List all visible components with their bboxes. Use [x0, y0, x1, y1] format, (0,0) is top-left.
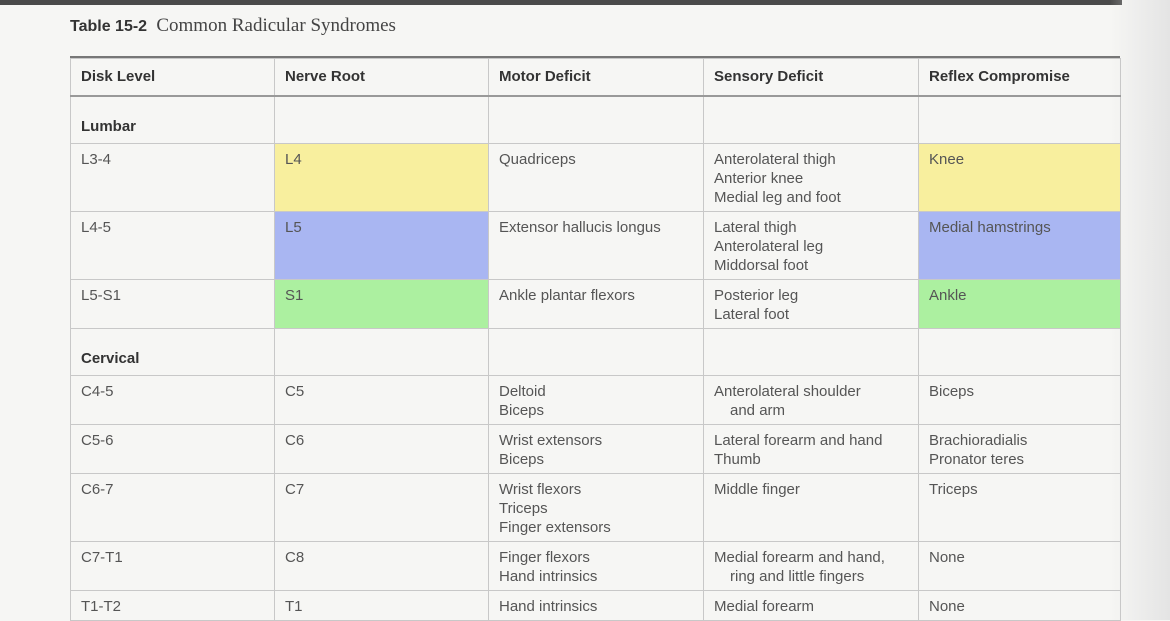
- sensory-deficit-cell: [704, 542, 919, 591]
- cell-line: Thumb: [714, 451, 761, 468]
- empty-cell: [704, 96, 919, 144]
- cell-line: Ankle plantar flexors: [499, 287, 635, 304]
- motor-deficit-cell: [489, 280, 704, 329]
- empty-cell: [489, 329, 704, 376]
- radicular-syndromes-table: [70, 58, 1121, 621]
- cell-line: None: [929, 598, 965, 615]
- cell-line: Lateral thigh: [714, 219, 797, 236]
- cell-line: ring and little fingers: [730, 568, 865, 585]
- disk-level-cell: C4-5: [71, 376, 275, 425]
- cell-line: Medial forearm: [714, 598, 815, 615]
- cell-line: Hand intrinsics: [499, 598, 598, 615]
- nerve-root-cell: S1: [275, 280, 489, 329]
- sensory-deficit-cell: [704, 376, 919, 425]
- motor-deficit-cell: [489, 542, 704, 591]
- cell-line: Posterior leg: [714, 287, 799, 304]
- header-row: [71, 59, 1121, 97]
- cell-line: and arm: [730, 402, 786, 419]
- cell-line: Biceps: [499, 451, 545, 468]
- table-row: [71, 212, 1121, 280]
- table-title: [70, 15, 396, 37]
- cell-line: Anterior knee: [714, 170, 804, 187]
- cell-line: None: [929, 549, 965, 566]
- cell-line: Ankle: [929, 287, 967, 304]
- header-reflex-compromise: Reflex Compromise: [919, 59, 1121, 97]
- motor-deficit-cell: [489, 212, 704, 280]
- reflex-compromise-cell: [919, 425, 1121, 474]
- cell-line: Extensor hallucis longus: [499, 219, 661, 236]
- empty-cell: [275, 329, 489, 376]
- disk-level-cell: L5-S1: [71, 280, 275, 329]
- sensory-deficit-cell: [704, 474, 919, 542]
- cell-line: Deltoid: [499, 383, 546, 400]
- cell-line: Anterolateral thigh: [714, 151, 836, 168]
- reflex-compromise-cell: [919, 212, 1121, 280]
- cell-line: Knee: [929, 151, 965, 168]
- cell-line: Finger extensors: [499, 519, 611, 536]
- cell-line: Pronator teres: [929, 451, 1025, 468]
- cell-line: Quadriceps: [499, 151, 576, 168]
- nerve-root-cell: L5: [275, 212, 489, 280]
- cell-line: Middorsal foot: [714, 257, 809, 274]
- cell-line: Medial leg and foot: [714, 189, 841, 206]
- table-name: Common Radicular Syndromes: [156, 15, 396, 36]
- motor-deficit-cell: [489, 425, 704, 474]
- nerve-root-cell: L4: [275, 144, 489, 212]
- sensory-deficit-cell: [704, 425, 919, 474]
- cell-line: Wrist flexors: [499, 481, 582, 498]
- reflex-compromise-cell: [919, 542, 1121, 591]
- empty-cell: [919, 329, 1121, 376]
- cell-line: Triceps: [499, 500, 548, 517]
- section-label-lumbar: Lumbar: [81, 118, 137, 135]
- section-label-cervical: Cervical: [81, 350, 140, 367]
- disk-level-cell: C7-T1: [71, 542, 275, 591]
- table-row: [71, 376, 1121, 425]
- reflex-compromise-cell: [919, 474, 1121, 542]
- table-number: Table 15-2: [70, 18, 148, 35]
- cell-line: Middle finger: [714, 481, 800, 498]
- cell-line: Lateral foot: [714, 306, 790, 323]
- sensory-deficit-cell: [704, 591, 919, 621]
- cell-line: Wrist extensors: [499, 432, 603, 449]
- cell-line: Finger flexors: [499, 549, 590, 566]
- nerve-root-cell: C6: [275, 425, 489, 474]
- cell-line: Hand intrinsics: [499, 568, 598, 585]
- table-row: [71, 591, 1121, 621]
- cell-line: Medial hamstrings: [929, 219, 1051, 236]
- cell-line: Medial forearm and hand,: [714, 549, 885, 566]
- reflex-compromise-cell: [919, 144, 1121, 212]
- sensory-deficit-cell: [704, 144, 919, 212]
- header-motor-deficit: Motor Deficit: [489, 59, 704, 97]
- table-row: [71, 144, 1121, 212]
- section-row-cervical: [71, 329, 1121, 376]
- disk-level-cell: L3-4: [71, 144, 275, 212]
- disk-level-cell: L4-5: [71, 212, 275, 280]
- table-row: [71, 542, 1121, 591]
- top-rule: [0, 0, 1122, 5]
- header-nerve-root: Nerve Root: [275, 59, 489, 97]
- nerve-root-cell: T1: [275, 591, 489, 621]
- cell-line: Triceps: [929, 481, 978, 498]
- motor-deficit-cell: [489, 376, 704, 425]
- cell-line: Anterolateral leg: [714, 238, 824, 255]
- sensory-deficit-cell: [704, 212, 919, 280]
- sensory-deficit-cell: [704, 280, 919, 329]
- header-disk-level: Disk Level: [71, 59, 275, 97]
- nerve-root-cell: C8: [275, 542, 489, 591]
- motor-deficit-cell: [489, 474, 704, 542]
- disk-level-cell: C6-7: [71, 474, 275, 542]
- reflex-compromise-cell: [919, 376, 1121, 425]
- motor-deficit-cell: [489, 591, 704, 621]
- nerve-root-cell: C5: [275, 376, 489, 425]
- cell-line: Biceps: [929, 383, 975, 400]
- motor-deficit-cell: [489, 144, 704, 212]
- cell-line: Anterolateral shoulder: [714, 383, 861, 400]
- empty-cell: [489, 96, 704, 144]
- reflex-compromise-cell: [919, 280, 1121, 329]
- cell-line: Lateral forearm and hand: [714, 432, 883, 449]
- section-cell: [71, 329, 275, 376]
- nerve-root-cell: C7: [275, 474, 489, 542]
- section-cell: [71, 96, 275, 144]
- table-row: [71, 474, 1121, 542]
- cell-line: Brachioradialis: [929, 432, 1028, 449]
- empty-cell: [704, 329, 919, 376]
- section-row-lumbar: [71, 96, 1121, 144]
- disk-level-cell: C5-6: [71, 425, 275, 474]
- table-row: [71, 425, 1121, 474]
- header-sensory-deficit: Sensory Deficit: [704, 59, 919, 97]
- table-row: [71, 280, 1121, 329]
- reflex-compromise-cell: [919, 591, 1121, 621]
- cell-line: Biceps: [499, 402, 545, 419]
- empty-cell: [275, 96, 489, 144]
- disk-level-cell: T1-T2: [71, 591, 275, 621]
- empty-cell: [919, 96, 1121, 144]
